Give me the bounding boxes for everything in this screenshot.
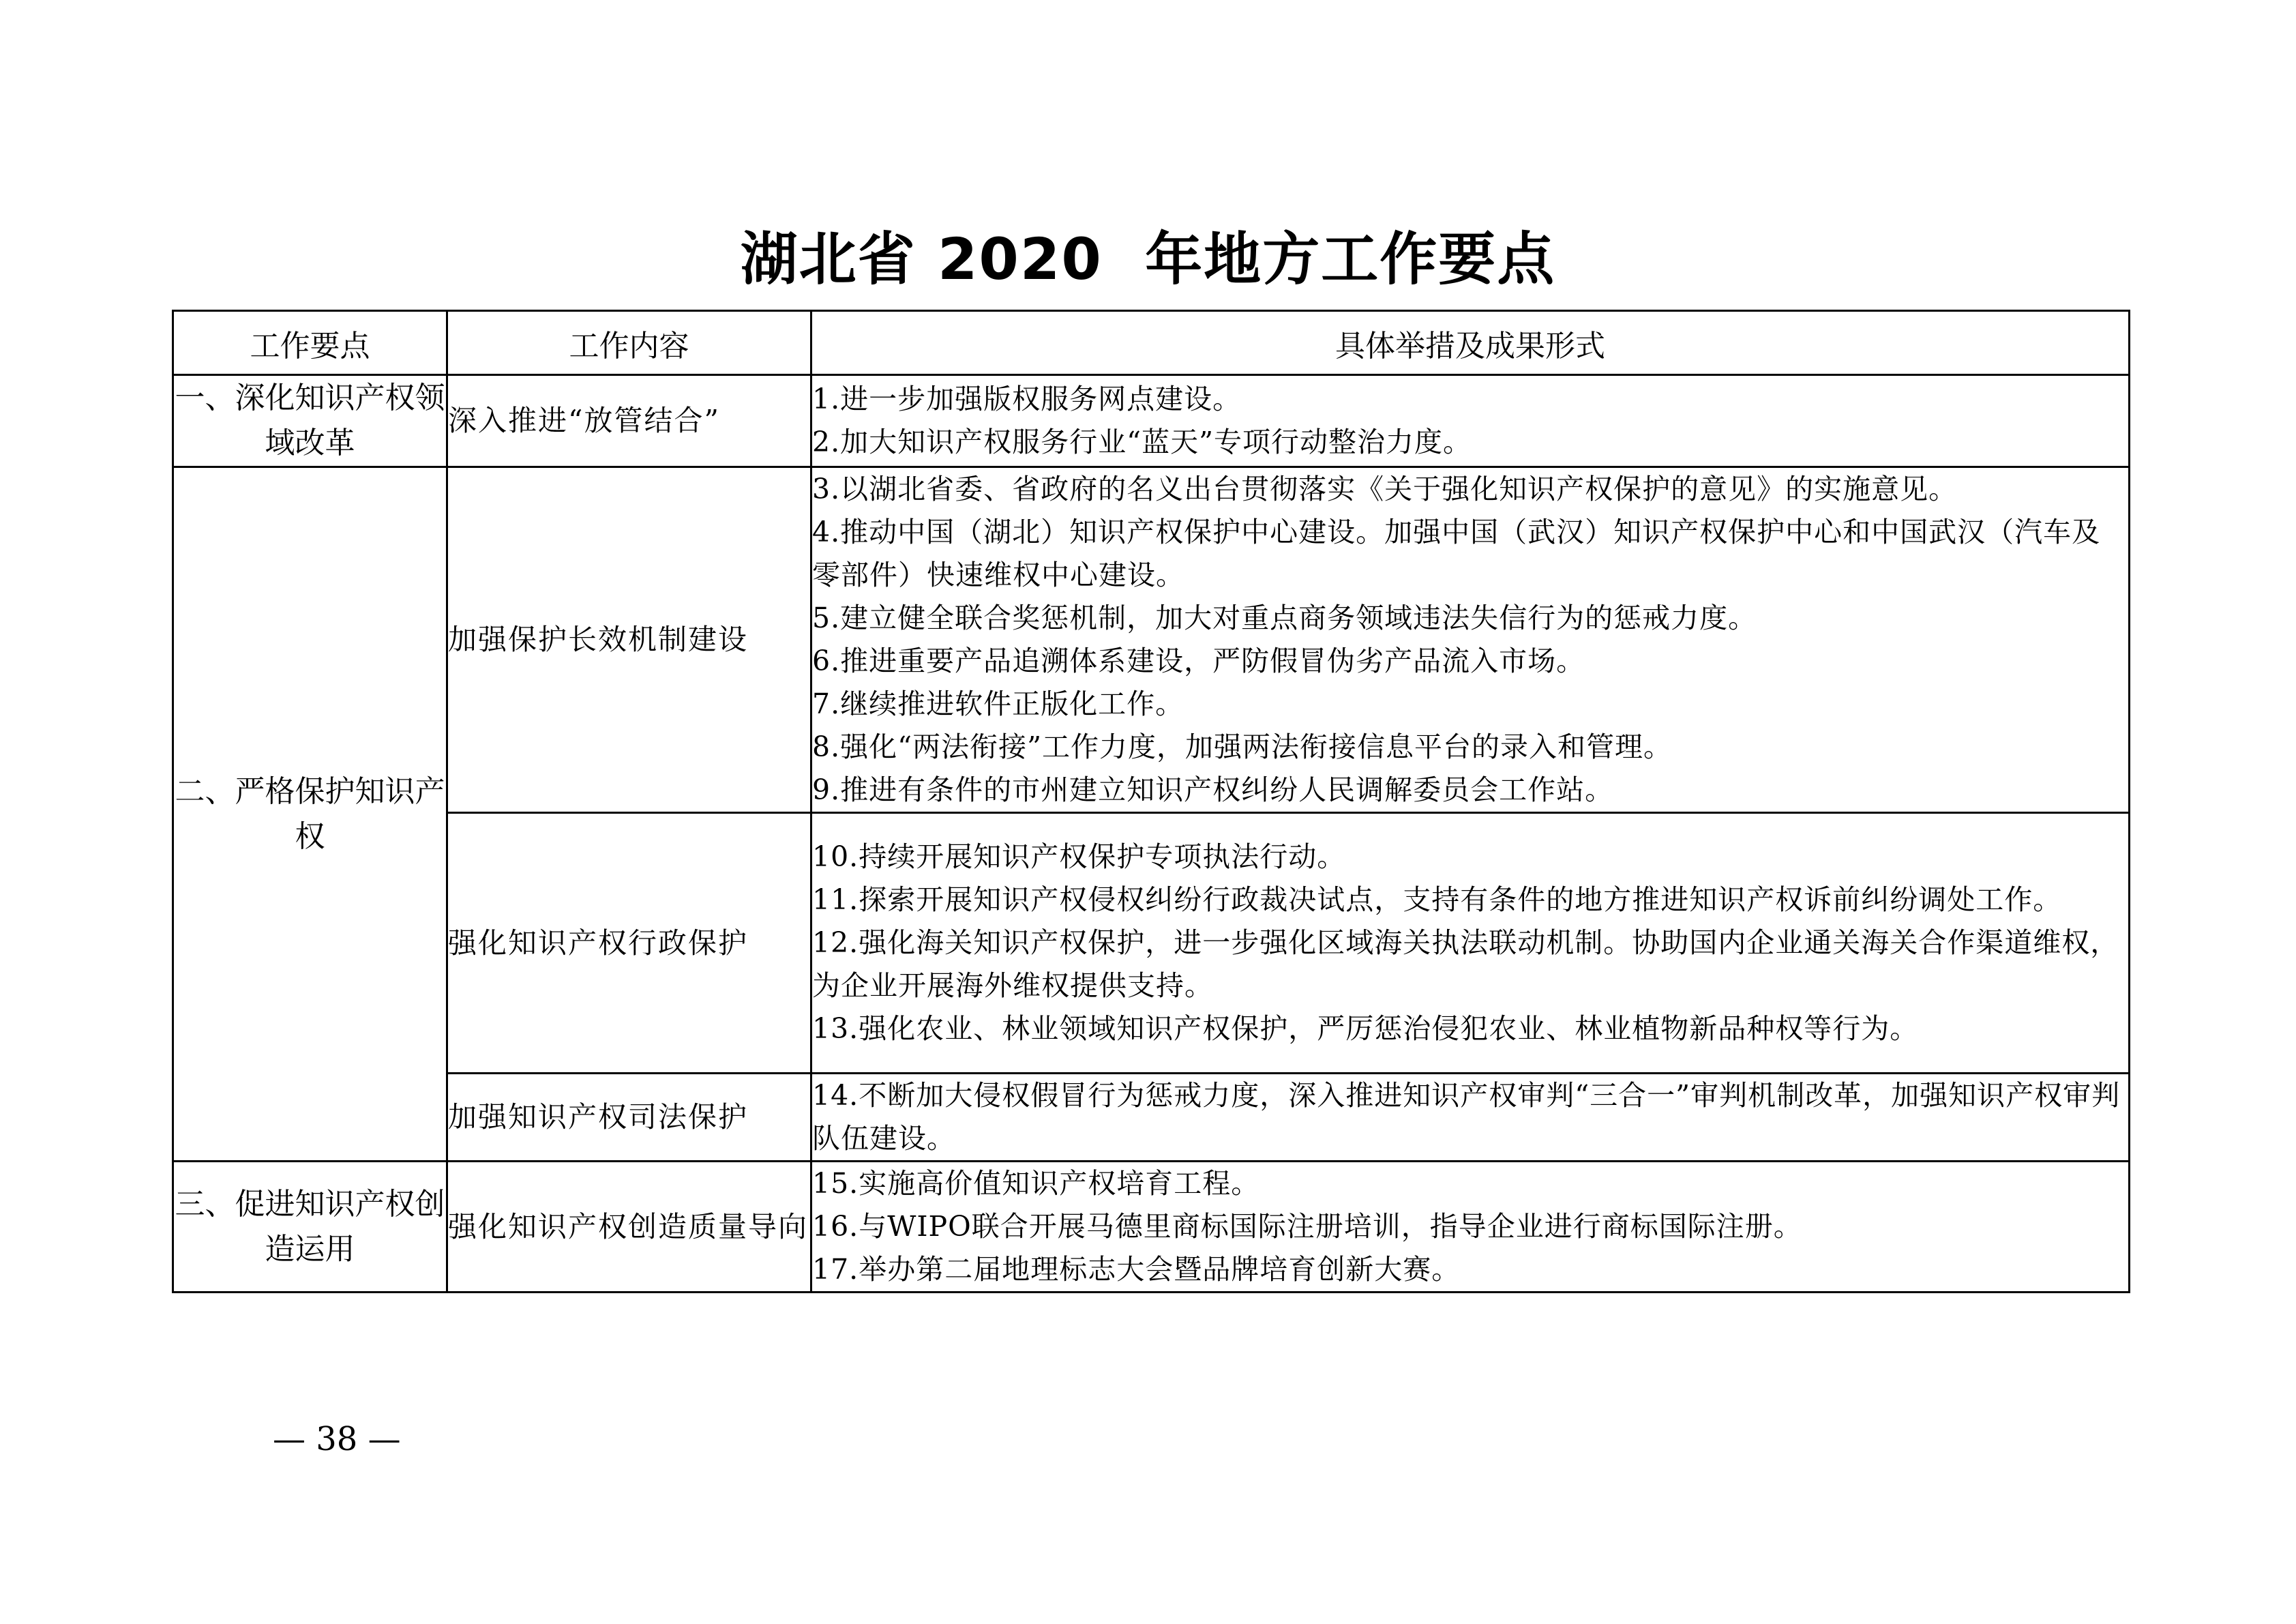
- work-content-cell: 强化知识产权创造质量导向: [447, 1162, 811, 1293]
- measure-item: 13.强化农业、林业领域知识产权保护，严厉惩治侵犯农业、林业植物新品种权等行为。: [812, 1012, 1919, 1045]
- document-title: 湖北省 2020 年地方工作要点: [740, 226, 1556, 293]
- measure-item: 16.与WIPO联合开展马德里商标国际注册培训，指导企业进行商标国际注册。: [812, 1210, 1802, 1243]
- measure-item: 14.不断加大侵权假冒行为惩戒力度，深入推进知识产权审判“三合一”审判机制改革，加强知识产权审判队伍建设。: [812, 1079, 2121, 1155]
- measure-item: 1.进一步加强版权服务网点建设。: [812, 383, 1242, 415]
- measures-cell: [811, 1162, 2130, 1293]
- measure-item: 11.探索开展知识产权侵权纠纷行政裁决试点，支持有条件的地方推进知识产权诉前纠纷调处工作。: [812, 883, 2062, 916]
- table-row: [173, 375, 2130, 467]
- table-header-row: [173, 311, 2130, 375]
- measure-item: 9.推进有条件的市州建立知识产权纠纷人民调解委员会工作站。: [812, 773, 1614, 806]
- page-number: — 38 —: [273, 1420, 401, 1458]
- measure-item: 2.加大知识产权服务行业“蓝天”专项行动整治力度。: [812, 426, 1472, 458]
- table-row: [173, 813, 2130, 1074]
- work-plan-table: [172, 310, 2130, 1293]
- header-work-point: 工作要点: [173, 311, 447, 375]
- work-point-cell: 一、深化知识产权领域改革: [173, 375, 447, 467]
- measure-item: 4.推动中国（湖北）知识产权保护中心建设。加强中国（武汉）知识产权保护中心和中国武汉（汽车及零部件）快速维权中心建设。: [812, 516, 2101, 591]
- work-content-cell: 加强保护长效机制建设: [447, 467, 811, 813]
- measure-item: 5.建立健全联合奖惩机制，加大对重点商务领域违法失信行为的惩戒力度。: [812, 602, 1757, 634]
- measure-item: 3.以湖北省委、省政府的名义出台贯彻落实《关于强化知识产权保护的意见》的实施意见。: [812, 473, 1958, 505]
- table-row: [173, 467, 2130, 813]
- work-point-cell: 三、促进知识产权创造运用: [173, 1162, 447, 1293]
- measure-item: 7.继续推进软件正版化工作。: [812, 688, 1184, 720]
- table-row: [173, 1074, 2130, 1162]
- measures-cell: [811, 1074, 2130, 1162]
- measures-cell: [811, 375, 2130, 467]
- header-measures: 具体举措及成果形式: [811, 311, 2130, 375]
- table-row: [173, 1162, 2130, 1293]
- measure-item: 15.实施高价值知识产权培育工程。: [812, 1167, 1260, 1200]
- measure-item: 8.强化“两法衔接”工作力度，加强两法衔接信息平台的录入和管理。: [812, 730, 1673, 763]
- header-work-content: 工作内容: [447, 311, 811, 375]
- measures-cell: [811, 467, 2130, 813]
- measure-item: 17.举办第二届地理标志大会暨品牌培育创新大赛。: [812, 1253, 1461, 1286]
- measure-item: 12.强化海关知识产权保护，进一步强化区域海关执法联动机制。协助国内企业通关海关合作渠道维权，为企业开展海外维权提供支持。: [812, 926, 2119, 1002]
- measure-item: 6.推进重要产品追溯体系建设，严防假冒伪劣产品流入市场。: [812, 645, 1585, 677]
- measures-cell: [811, 813, 2130, 1074]
- measure-item: 10.持续开展知识产权保护专项执法行动。: [812, 840, 1346, 873]
- work-content-cell: 深入推进“放管结合”: [447, 375, 811, 467]
- work-point-cell: 二、严格保护知识产权: [173, 467, 447, 1162]
- work-content-cell: 加强知识产权司法保护: [447, 1074, 811, 1162]
- work-content-cell: 强化知识产权行政保护: [447, 813, 811, 1074]
